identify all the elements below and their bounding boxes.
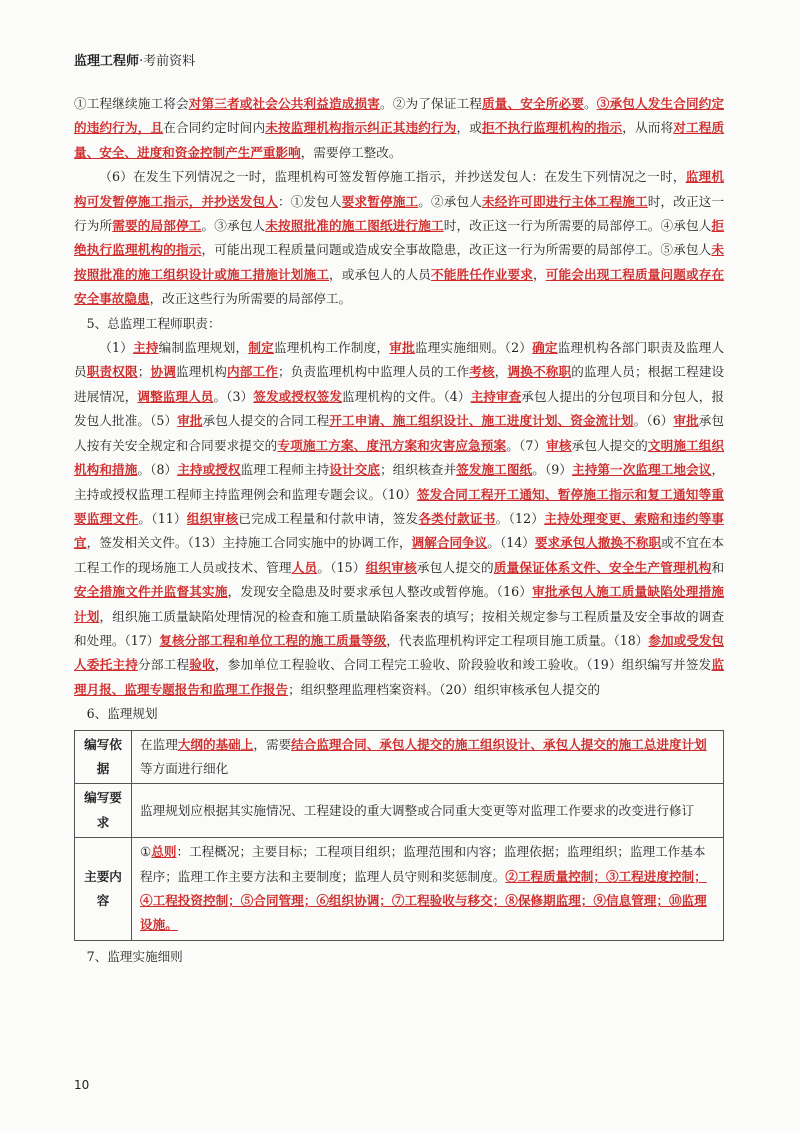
table-row (75, 730, 724, 784)
header-subtitle: 考前资料 (143, 54, 196, 69)
page-content (74, 92, 724, 969)
supervision-plan-table (74, 730, 724, 941)
table-cell: 在监理大纲的基础上，需要结合监理合同、承包人提交的施工组织设计、承包人提交的施工总进度计划等方面进行细化 (132, 730, 724, 784)
table-row-head: 主要内容 (75, 838, 132, 941)
table-row-head: 编写依据 (75, 730, 132, 784)
table-row-head: 编写要求 (75, 784, 132, 838)
table-cell: ①总则：工程概况；主要目标；工程项目组织；监理范围和内容；监理依据；监理组织；监理工作基本程序；监理工作主要方法和主要制度；监理人员守则和奖惩制度。②工程质量控制；③工程进度控制；④工程投资控制；⑤合同管理；⑥组织协调；⑦工程验收与移交；⑧保修期监理；⑨信息管理；⑩监理设施。 (132, 838, 724, 941)
section-heading-6: 6、监理规划 (86, 706, 158, 722)
paragraph-chief-duties: （1）主持编制监理规划，制定监理机构工作制度，审批监理实施细则。（2）确定监理机构各部门职责及监理人员职责权限；协调监理机构内部工作；负责监理机构中监理人员的工作考核，调换不称职的监理人员；根据工程建设进展情况，调整监理人员。（3）签发或授权签发监理机构的文件。（4）主持审查承包人提出的分包项目和分包人，报发包人批准。（5）审批承包人提交的合同工程开工申请、施工组织设计、施工进度计划、资金流计划。（6）审批承包人按有关安全规定和合同要求提交的专项施工方案、度汛方案和灾害应急预案。（7）审核承包人提交的文明施工组织机构和措施。（8）主持或授权监理工程师主持设计交底；组织核查并签发施工图纸。（9）主持第一次监理工地会议，主持或授权监理工程师主持监理例会和监理专题会议。（10）签发合同工程开工通知、暂停施工指示和复工通知等重要监理文件。（11）组织审核已完成工程量和付款申请，签发各类付款证书。（12）主持处理变更、索赔和违约等事宜，签发相关文件。（13）主持施工合同实施中的协调工作，调解合同争议。（14）要求承包人撤换不称职或不宜在本工程工作的现场施工人员或技术、管理人员。（15）组织审核承包人提交的质量保证体系文件、安全生产管理机构和安全措施文件并监督其实施，发现安全隐患及时要求承包人整改或暂停施。（16）审批承包人施工质量缺陷处理措施计划，组织施工质量缺陷处理情况的检查和施工质量缺陷备案表的填写；按相关规定参与工程质量及安全事故的调查和处理。（17）复核分部工程和单位工程的施工质量等级，代表监理机构评定工程项目施工质量。（18）参加或受发包人委托主持分部工程验收，参加单位工程验收、合同工程完工验收、阶段验收和竣工验收。（19）组织编写并签发监理月报、监理专题报告和监理工作报告；组织整理监理档案资料。（20）组织审核承包人提交的 (74, 340, 725, 697)
table-cell: 监理规划应根据其实施情况、工程建设的重大调整或合同重大变更等对监理工作要求的改变进行修订 (132, 784, 724, 838)
table-row (75, 784, 724, 838)
section-heading-7: 7、监理实施细则 (86, 948, 183, 964)
header-separator: · (139, 54, 144, 69)
header-brand: 监理工程师 (74, 54, 140, 69)
paragraph-stop-work-reasons: ①工程继续施工将会对第三者或社会公共利益造成损害。②为了保证工程质量、安全所必要。③承包人发生合同约定的违约行为，且在合同约定时间内未按监理机构指示纠正其违约行为，或拒不执行监理机构的指示，从而将对工程质量、安全、进度和资金控制产生严重影响，需要停工整改。 (74, 96, 725, 160)
table-row (75, 838, 724, 941)
page-number: 10 (74, 1078, 90, 1092)
paragraph-suspension-order: （6）在发生下列情况之一时，监理机构可签发暂停施工指示，并抄送发包人：在发生下列情况之一时，监理机构可发暂停施工指示，并抄送发包人：①发包人要求暂停施工。②承包人未经许可即进行主体工程施工时，改正这一行为所需要的局部停工。③承包人未按照批准的施工图纸进行施工时，改正这一行为所需要的局部停工。④承包人拒绝执行监理机构的指示，可能出现工程质量问题或造成安全事故隐患，改正这一行为所需要的局部停工。⑤承包人未按照批准的施工组织设计或施工措施计划施工，或承包人的人员不能胜任作业要求，可能会出现工程质量问题或存在安全事故隐患，改正这些行为所需要的局部停工。 (74, 169, 725, 307)
page-header (74, 50, 195, 69)
section-heading-5: 5、总监理工程师职责： (86, 315, 221, 331)
